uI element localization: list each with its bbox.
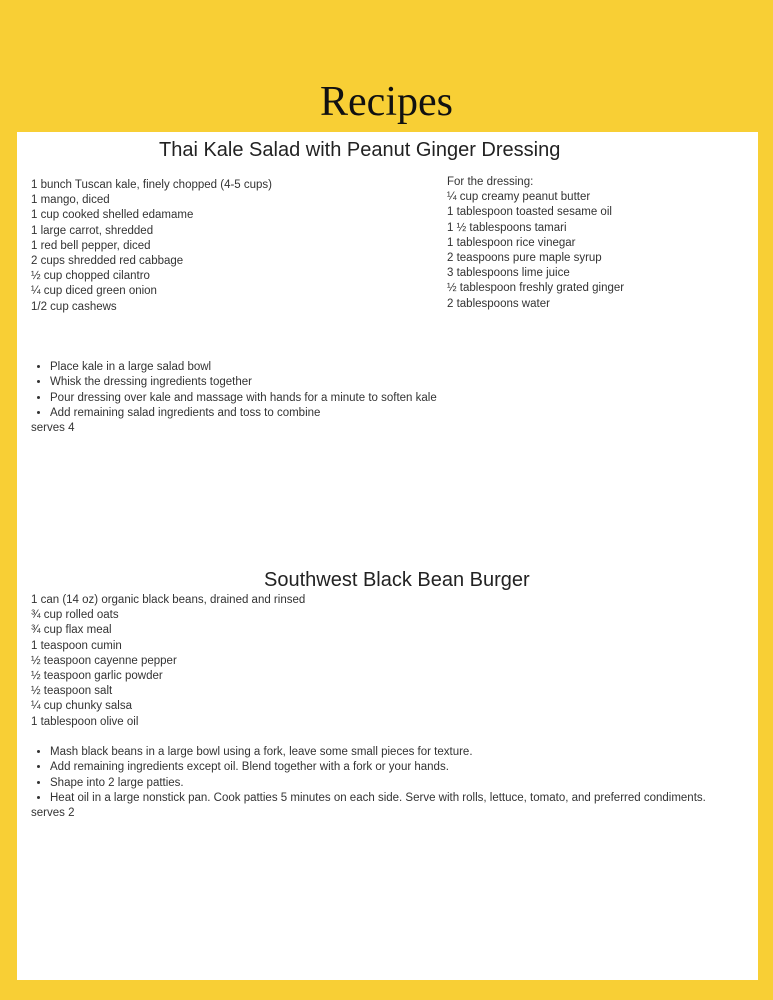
ingredient-item: ½ teaspoon cayenne pepper: [31, 654, 177, 667]
ingredient-item: 1 tablespoon olive oil: [31, 715, 139, 728]
step-item: • Heat oil in a large nonstick pan. Cook patties 5 minutes on each side. Serve with rolls, lettuce, tomato, and preferred condiments.: [50, 791, 706, 806]
ingredient-item: ¼ cup diced green onion: [31, 285, 157, 298]
ingredient-item: ½ teaspoon salt: [31, 685, 113, 698]
dressing-item: ¼ cup creamy peanut butter: [447, 191, 591, 204]
ingredient-item: 1 cup cooked shelled edamame: [31, 209, 194, 222]
step-item: • Whisk the dressing ingredients together: [50, 375, 437, 390]
page-title: Recipes: [320, 79, 453, 125]
dressing-item: 1 tablespoon toasted sesame oil: [447, 206, 612, 219]
ingredient-item: 1 mango, diced: [31, 194, 110, 207]
step-item: • Pour dressing over kale and massage with hands for a minute to soften kale: [50, 391, 437, 406]
dressing-item: 2 teaspoons pure maple syrup: [447, 252, 602, 265]
recipe-2-serves: serves 2: [31, 807, 75, 819]
step-item: • Place kale in a large salad bowl: [50, 360, 437, 375]
ingredient-item: 2 cups shredded red cabbage: [31, 255, 184, 268]
recipe-2-title: Southwest Black Bean Burger: [264, 569, 530, 591]
dressing-item: ½ tablespoon freshly grated ginger: [447, 282, 625, 295]
ingredient-item: ¾ cup flax meal: [31, 624, 112, 637]
step-item: • Shape into 2 large patties.: [50, 776, 706, 791]
recipe-1-steps: [31, 360, 437, 421]
dressing-item: 1 tablespoon rice vinegar: [447, 236, 576, 249]
ingredient-item: 1 can (14 oz) organic black beans, drained and rinsed: [31, 594, 306, 606]
step-item: • Add remaining salad ingredients and toss to combine: [50, 406, 437, 421]
ingredient-item: 1 bunch Tuscan kale, finely chopped (4-5 cups): [31, 179, 273, 191]
dressing-item: 2 tablespoons water: [447, 297, 550, 310]
ingredient-item: ¾ cup rolled oats: [31, 609, 119, 622]
step-item: • Add remaining ingredients except oil. Blend together with a fork or your hands.: [50, 760, 706, 775]
dressing-heading: For the dressing:: [447, 176, 534, 188]
recipe-1-serves: serves 4: [31, 422, 75, 434]
ingredient-item: 1 red bell pepper, diced: [31, 239, 151, 252]
dressing-item: 3 tablespoons lime juice: [447, 267, 570, 280]
dressing-item: 1 ½ tablespoons tamari: [447, 221, 567, 234]
ingredient-item: 1 teaspoon cumin: [31, 639, 122, 652]
recipe-2-ingredients: [31, 593, 305, 730]
ingredient-item: 1/2 cup cashews: [31, 300, 117, 313]
ingredient-item: ½ cup chopped cilantro: [31, 270, 150, 283]
step-item: • Mash black beans in a large bowl using a fork, leave some small pieces for texture.: [50, 745, 706, 760]
recipe-2-steps: [31, 745, 706, 806]
recipe-card: [17, 132, 758, 980]
recipe-1-dressing: [447, 175, 624, 312]
recipe-1-title: Thai Kale Salad with Peanut Ginger Dressing: [159, 139, 561, 161]
recipe-1-ingredients: [31, 178, 272, 315]
ingredient-item: ¼ cup chunky salsa: [31, 700, 133, 713]
ingredient-item: 1 large carrot, shredded: [31, 224, 154, 237]
ingredient-item: ½ teaspoon garlic powder: [31, 670, 163, 683]
